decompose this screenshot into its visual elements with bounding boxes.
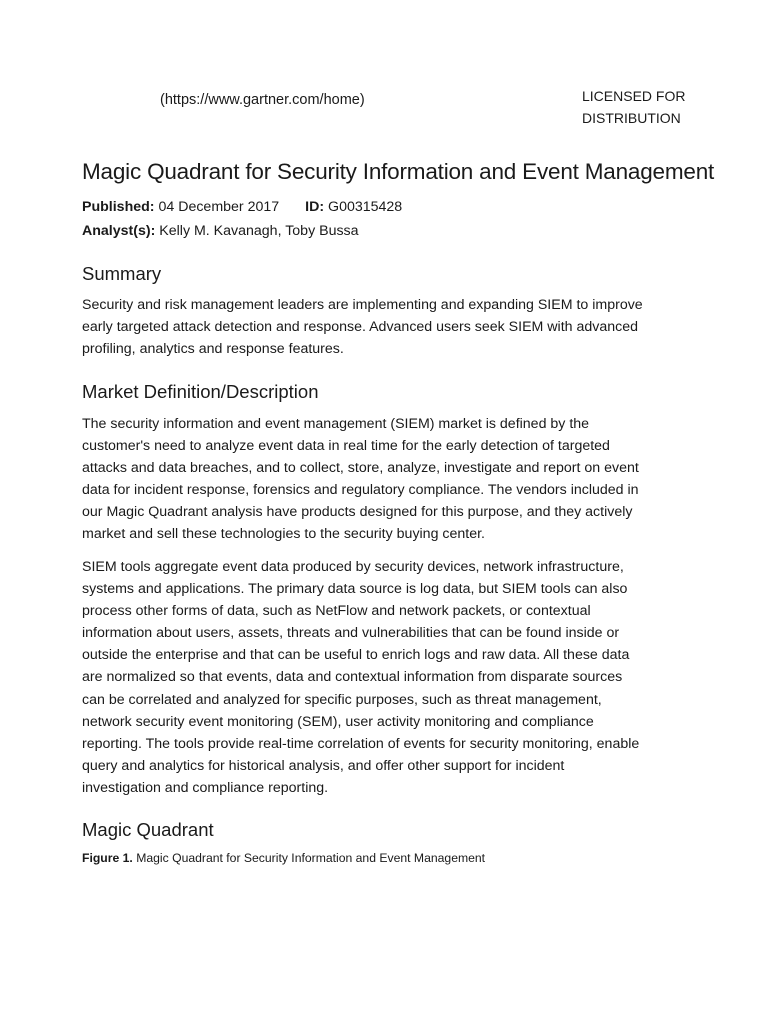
figure-label: Figure 1. xyxy=(82,851,133,865)
document-title: Magic Quadrant for Security Information and Event Management xyxy=(82,159,715,184)
id-label: ID: xyxy=(305,199,325,215)
license-notice xyxy=(582,85,685,129)
document-id: G00315428 xyxy=(328,199,403,215)
market-paragraph-2 xyxy=(82,556,682,799)
summary-line: early targeted attack detection and response. Advanced users seek SIEM with advanced xyxy=(82,319,639,336)
analysts-names: Kelly M. Kavanagh, Toby Bussa xyxy=(159,223,359,239)
magic-quadrant-heading: Magic Quadrant xyxy=(82,819,214,840)
paragraph-line: query and analytics for historical analysis, and offer other support for incident xyxy=(82,757,565,774)
paragraph-line: data for incident response, forensics and regulatory compliance. The vendors included in xyxy=(82,482,639,499)
paragraph-line: reporting. The tools provide real-time correlation of events for security monitoring, enable xyxy=(82,735,640,752)
license-line-1: LICENSED FOR xyxy=(582,88,686,104)
figure-caption-text: Magic Quadrant for Security Information and Event Management xyxy=(136,851,486,865)
paragraph-line: The security information and event management (SIEM) market is defined by the xyxy=(82,416,590,432)
publication-meta xyxy=(82,199,402,215)
paragraph-line: outside the enterprise and that can be useful to enrich logs and raw data. All these data xyxy=(82,647,630,664)
paragraph-line: can be correlated and analyzed for specific purposes, such as threat management, xyxy=(82,691,602,708)
paragraph-line: systems and applications. The primary data source is log data, but SIEM tools can also xyxy=(82,581,628,598)
summary-heading: Summary xyxy=(82,263,162,284)
published-date: 04 December 2017 xyxy=(158,199,280,215)
summary-line: Security and risk management leaders are implementing and expanding SIEM to improve xyxy=(82,297,643,313)
paragraph-line: customer's need to analyze event data in real time for the early detection of targeted xyxy=(82,438,610,455)
paragraph-line: network security event monitoring (SEM), user activity monitoring and compliance xyxy=(82,713,594,730)
paragraph-line: SIEM tools aggregate event data produced by security devices, network infrastructure, xyxy=(82,559,624,575)
paragraph-line: are normalized so that events, data and contextual information from disparate sources xyxy=(82,669,623,686)
paragraph-line: our Magic Quadrant analysis have products designed for this purpose, and they actively xyxy=(82,504,633,521)
paragraph-line: investigation and compliance reporting. xyxy=(82,779,329,796)
paragraph-line: information about users, assets, threats and vulnerabilities that can be found inside or xyxy=(82,625,620,642)
summary-line: profiling, analytics and response features. xyxy=(82,341,344,358)
analysts-label: Analyst(s): xyxy=(82,223,156,239)
market-definition-heading: Market Definition/Description xyxy=(82,381,319,402)
paragraph-line: market and sell these technologies to the security buying center. xyxy=(82,526,485,543)
published-label: Published: xyxy=(82,199,155,215)
license-line-2: DISTRIBUTION xyxy=(582,110,681,126)
paragraph-line: process other forms of data, such as NetFlow and network packets, or contextual xyxy=(82,603,591,620)
paragraph-line: attacks and data breaches, and to collect, store, analyze, investigate and report on event xyxy=(82,460,639,477)
source-url[interactable]: (https://www.gartner.com/home) xyxy=(160,92,365,108)
figure-caption xyxy=(82,851,485,865)
market-paragraph-1 xyxy=(82,413,682,546)
summary-paragraph xyxy=(82,294,682,360)
analysts-meta xyxy=(82,223,359,239)
